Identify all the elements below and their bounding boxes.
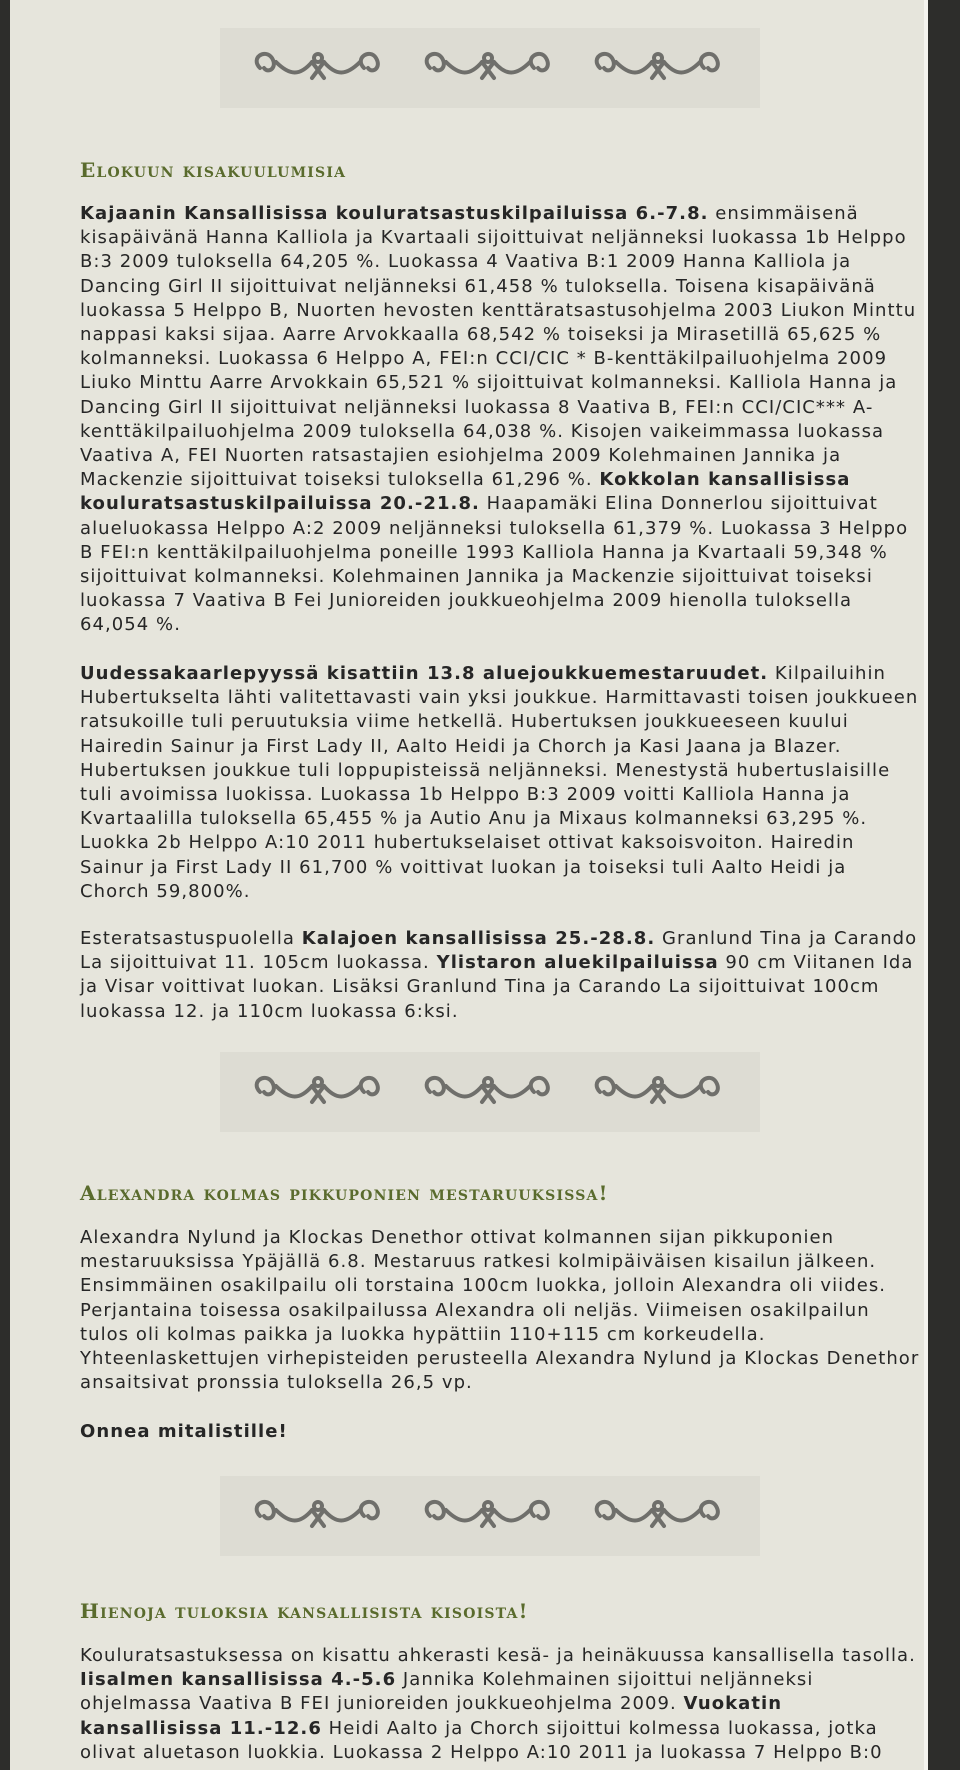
paragraph-elokuu-2: Uudessakaarlepyyssä kisattiin 13.8 aluejoukkuemestaruudet. Kilpailuihin Hubertukselta lähti valitettavasti vain yksi joukkue. Harmittavasti toisen joukkueen ratsukoille tuli peruutuksia viime hetkellä. Hubertuksen joukkueeseen kuului Hairedin Sainur ja First Lady II, Aalto Heidi ja Chorch ja Kasi Jaana ja Blazer. Hubertuksen joukkue tuli loppupisteissä neljänneksi. Menestystä hubertuslaisille tuli avoimissa luokissa. Luokassa 1b Helppo B:3 2009 voitti Kalliola Hanna ja Kvartaalilla tuloksella 65,455 % ja Autio Anu ja Mixaus kolmanneksi 63,295 %. Luokka 2b Helppo A:10 2011 hubertukselaiset ottivat kaksoisvoiton. Hairedin Sainur ja First Lady II 61,700 % voittivat luokan ja toiseksi tuli Aalto Heidi ja Chorch 59,800%.	[80, 663, 919, 902]
scroll-ornament-icon	[220, 28, 760, 108]
bold-lead: Vuokatin kansallisissa 11.-12.6	[80, 1693, 783, 1739]
bold-lead: Ylistaron aluekilpailuissa	[436, 952, 719, 974]
bold-congrats: Onnea mitalistille!	[80, 1421, 288, 1442]
scroll-ornament-icon	[220, 1052, 760, 1132]
bold-lead: Uudessakaarlepyyssä kisattiin 13.8 aluejoukkuemestaruudet.	[80, 663, 769, 684]
paragraph-alexandra-1: Alexandra Nylund ja Klockas Denethor ottivat kolmannen sijan pikkuponien mestaruuksissa Ypäjällä 6.8. Mestaruus ratkesi kolmipäiväisen kisailun jälkeen. Ensimmäinen osakilpailu oli torstaina 100cm luokka, jolloin Alexandra oli viides. Perjantaina toisessa osakilpailussa Alexandra oli neljäs. Viimeisen osakilpailun tulos oli kolmas paikka ja luokka hypättiin 110+115 cm korkeudella. Yhteenlaskettujen virhepisteiden perusteella Alexandra Nylund ja Klockas Denethor ansaitsivat pronssia tuloksella 26,5 vp.	[80, 1227, 920, 1394]
paragraph-elokuu-3: Esteratsastuspuolella Kalajoen kansallisissa 25.-28.8. Granlund Tina ja Carando La sijoittuivat 11. 105cm luokassa. Ylistaron aluekilpailuissa 90 cm Viitanen Ida ja Visar voittivat luokan. Lisäksi Granlund Tina ja Carando La sijoittuivat 100cm luokassa 12. ja 110cm luokassa 6:ksi.	[80, 928, 918, 1022]
bold-lead: Kalajoen kansallisissa 25.-28.8.	[301, 928, 656, 949]
ornament-divider	[220, 1052, 760, 1132]
paragraph-elokuu-1: Kajaanin Kansallisissa kouluratsastuskilpailuissa 6.-7.8. ensimmäisenä kisapäivänä Hanna Kalliola ja Kvartaali sijoittuivat neljänneksi luokassa 1b Helppo B:3 2009 tuloksella 64,205 %. Luokassa 4 Vaativa B:1 2009 Hanna Kalliola ja Dancing Girl II sijoittuivat neljänneksi 61,458 % tuloksella. Toisena kisapäivänä luokassa 5 Helppo B, Nuorten hevosten kenttäratsastusohjelma 2003 Liukon Minttu nappasi kaksi sijaa. Aarre Arvokkaalla 68,542 % toiseksi ja Mirasetillä 65,625 % kolmanneksi. Luokassa 6 Helppo A, FEI:n CCI/CIC * B-kenttäkilpailuohjelma 2009 Liuko Minttu Aarre Arvokkain 65,521 % sijoittuivat kolmanneksi. Kalliola Hanna ja Dancing Girl II sijoittuivat neljänneksi luokassa 8 Vaativa B, FEI:n CCI/CIC*** A-kenttäkilpailuohjelma 2009 tuloksella 64,038 %. Kisojen vaikeimmassa luokassa Vaativa A, FEI Nuorten ratsastajien esiohjelma 2009 Kolehmainen Jannika ja Mackenzie sijoittuivat toiseksi tuloksella 61,296 %. Kokkolan kansallisissa kouluratsastuskilpailuissa 20.-21.8. Haapamäki Elina Donnerlou sijoittuivat alueluokassa Helppo A:2 2009 neljänneksi tuloksella 61,379 %. Luokassa 3 Helppo B FEI:n kenttäkilpailuohjelma poneille 1993 Kalliola Hanna ja Kvartaali 59,348 % sijoittuivat kolmanneksi. Kolehmainen Jannika ja Mackenzie sijoittuivat toiseksi luokassa 7 Vaativa B Fei Junioreiden joukkueohjelma 2009 hienolla tuloksella 64,054 %.	[80, 203, 917, 636]
bold-lead: Iisalmen kansallisissa 4.-5.6	[80, 1669, 397, 1691]
section-title-alexandra: Alexandra kolmas pikkuponien mestaruuksissa!	[80, 1181, 609, 1205]
paragraph-alexandra-2	[80, 1420, 920, 1444]
bold-lead: Kajaanin Kansallisissa kouluratsastuskilpailuissa 6.-7.8.	[80, 203, 709, 224]
section-title-hienoja: Hienoja tuloksia kansallisista kisoista!	[80, 1599, 529, 1623]
page-panel	[10, 0, 928, 1770]
ornament-divider	[220, 1476, 760, 1556]
bold-lead: Kokkolan kansallisissa kouluratsastuskilpailuissa 20.-21.8.	[80, 469, 851, 515]
ornament-divider	[220, 28, 760, 108]
scroll-ornament-icon	[220, 1476, 760, 1556]
paragraph-hienoja-1: Kouluratsastuksessa on kisattu ahkerasti kesä- ja heinäkuussa kansallisella tasolla. Iisalmen kansallisissa 4.-5.6 Jannika Kolehmainen sijoittui neljänneksi ohjelmassa Vaativa B FEI junioreiden joukkueohjelma 2009. Vuokatin kansallisissa 11.-12.6 Heidi Aalto ja Chorch sijoittui kolmessa luokassa, jotka olivat aluetason luokkia. Luokassa 2 Helppo A:10 2011 ja luokassa 7 Helppo B:0	[80, 1645, 916, 1763]
section-title-elokuu: Elokuun kisakuulumisia	[80, 158, 347, 182]
